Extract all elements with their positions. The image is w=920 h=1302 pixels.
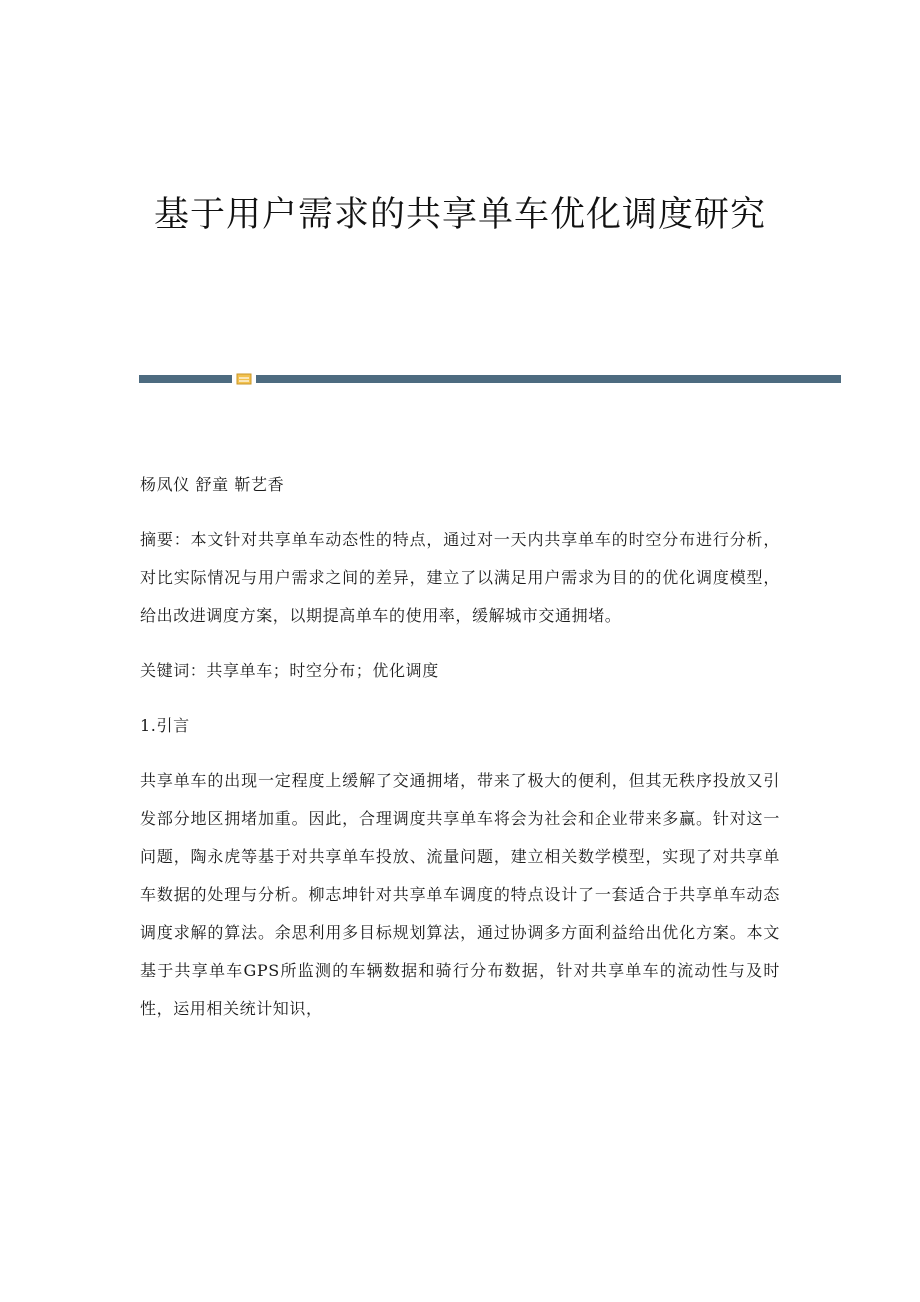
title-divider bbox=[139, 375, 841, 383]
document-body bbox=[140, 466, 780, 1028]
abstract-paragraph: 摘要：本文针对共享单车动态性的特点，通过对一天内共享单车的时空分布进行分析，对比实际情况与用户需求之间的差异，建立了以满足用户需求为目的的优化调度模型，给出改进调度方案，以期提高单车的使用率，缓解城市交通拥堵。 bbox=[140, 530, 780, 625]
section-heading-introduction: 1.引言 bbox=[140, 716, 190, 735]
introduction-paragraph: 共享单车的出现一定程度上缓解了交通拥堵，带来了极大的便利，但其无秩序投放又引发部分地区拥堵加重。因此，合理调度共享单车将会为社会和企业带来多赢。针对这一问题，陶永虎等基于对共享单车投放、流量问题，建立相关数学模型，实现了对共享单车数据的处理与分析。柳志坤针对共享单车调度的特点设计了一套适合于共享单车动态调度求解的算法。余思利用多目标规划算法，通过协调多方面利益给出优化方案。本文基于共享单车GPS所监测的车辆数据和骑行分布数据，针对共享单车的流动性与及时性，运用相关统计知识， bbox=[140, 771, 780, 1018]
keywords-line: 关键词：共享单车；时空分布；优化调度 bbox=[140, 661, 439, 680]
document-title: 基于用户需求的共享单车优化调度研究 bbox=[153, 195, 766, 235]
divider-ornament-icon bbox=[236, 373, 252, 385]
author-list: 杨凤仪 舒童 靳艺香 bbox=[140, 475, 285, 494]
divider-right-segment bbox=[256, 375, 841, 383]
divider-left-segment bbox=[139, 375, 232, 383]
